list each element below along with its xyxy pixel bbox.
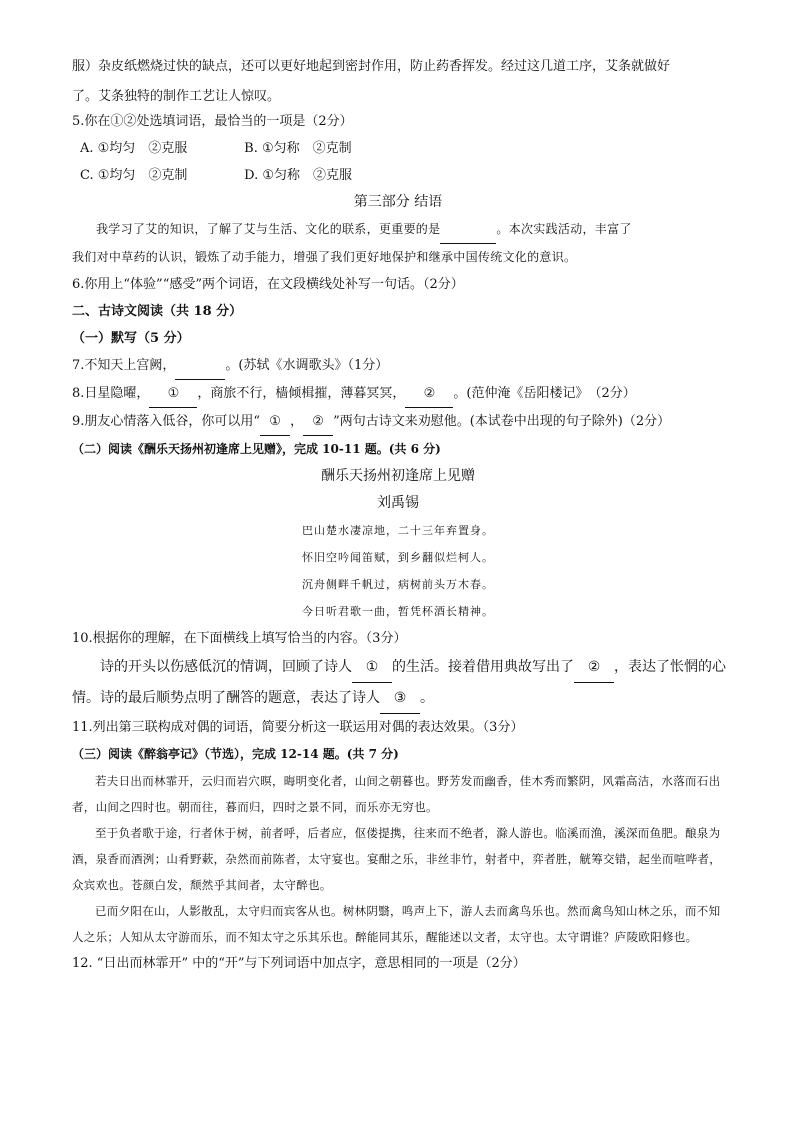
answer-blank-2[interactable]: ② bbox=[574, 652, 614, 683]
passage-line: 了。艾条独特的制作工艺让人惊叹。 bbox=[72, 89, 281, 104]
answer-blank-1[interactable]: ① bbox=[149, 380, 197, 408]
prose-paragraph: 至于负者歌于途，行者休于树，前者呼，后者应，伛偻提携，往来而不绝者，滁人游也。临溪而渔，溪深而鱼肥。酿泉为酒，泉香而酒洌；山肴野蔌，杂然而前陈者，太守宴也。宴酣之乐，非丝非竹，射者中，弈者胜，觥筹交错，起坐而喧哗者，众宾欢也。苍颜白发，颓然乎其间者，太守醉也。 bbox=[72, 826, 721, 892]
answer-blank-1[interactable]: ① bbox=[352, 652, 392, 683]
poem-line: 巴山楚水凄凉地，二十三年弃置身。 bbox=[302, 524, 494, 537]
prose-paragraph: 已而夕阳在山，人影散乱，太守归而宾客从也。树林阴翳，鸣声上下，游人去而禽鸟乐也。然而禽鸟知山林之乐，而不知人之乐；人知从太守游而乐，而不知太守之乐其乐也。醉能同其乐，醒能述以文者，太守也。太守谓谁？庐陵欧阳修也。 bbox=[72, 904, 721, 944]
subsection-heading: （二）阅读《酬乐天扬州初逢席上见赠》，完成 10-11 题。(共 6 分) bbox=[72, 442, 441, 456]
question-10-passage: 情。诗的最后顺势点明了酬答的题意，表达了诗人 ③ 。 bbox=[72, 683, 724, 714]
question-9: 9.朋友心情落入低谷，你可以用“ ① ， ② ”两句古诗文来劝慰他。(本试卷中出现的句子除外)（2分） bbox=[72, 408, 724, 436]
poem-title: 酬乐天扬州初逢席上见赠 bbox=[321, 468, 475, 484]
options-row bbox=[72, 162, 724, 189]
option-a: A. ①均匀 ②克服 bbox=[80, 141, 188, 156]
poem-author: 刘禹锡 bbox=[377, 495, 419, 511]
passage-line: 服）杂皮纸燃烧过快的缺点，还可以更好地起到密封作用，防止药香挥发。经过这几道工序，艾条就做好 bbox=[72, 59, 671, 74]
option-c: C. ①均匀 ②克制 bbox=[80, 168, 188, 183]
answer-blank-3[interactable]: ③ bbox=[380, 683, 420, 714]
subsection-heading: （一）默写（5 分） bbox=[72, 331, 190, 346]
answer-blank[interactable] bbox=[175, 352, 225, 380]
option-d: D. ①匀称 ②克服 bbox=[244, 168, 353, 183]
subsection-heading: （三）阅读《醉翁亭记》（节选），完成 12-14 题。(共 7 分) bbox=[72, 747, 399, 761]
question-11: 11.列出第三联构成对偶的词语，简要分析这一联运用对偶的表达效果。（3分） bbox=[72, 720, 524, 735]
answer-blank-2[interactable]: ② bbox=[405, 380, 453, 408]
question-8: 8.日星隐曜， ① ，商旅不行，樯倾楫摧，薄暮冥冥， ② 。(范仲淹《岳阳楼记》 （2分） bbox=[72, 380, 724, 408]
exam-page bbox=[72, 56, 724, 977]
section-title: 第三部分 结语 bbox=[353, 194, 443, 210]
answer-blank-1[interactable]: ① bbox=[260, 408, 290, 436]
question-7: 7.不知天上宫阙， 。(苏轼《水调歌头》（1分） bbox=[72, 352, 724, 380]
poem-line: 怀旧空吟闻笛赋，到乡翻似烂柯人。 bbox=[302, 551, 494, 564]
poem-line: 今日听君歌一曲，暂凭杯酒长精神。 bbox=[302, 605, 494, 618]
question-6: 6.你用上“体验”“感受”两个词语，在文段横线处补写一句话。（2分） bbox=[72, 277, 464, 292]
answer-blank[interactable] bbox=[440, 216, 496, 244]
question-10: 10.根据你的理解，在下面横线上填写恰当的内容。（3分） bbox=[72, 631, 407, 646]
poem-line: 沉舟侧畔千帆过，病树前头万木春。 bbox=[302, 578, 494, 591]
question-10-passage: 诗的开头以伤感低沉的情调，回顾了诗人 ① 的生活。接着借用典故写出了 ② ，表达了怅惘的心 bbox=[72, 652, 724, 683]
passage-line: 我们对中草药的认识，锻炼了动手能力，增强了我们更好地保护和继承中国传统文化的意识。 bbox=[72, 250, 577, 264]
answer-blank-2[interactable]: ② bbox=[303, 408, 333, 436]
option-b: B. ①匀称 ②克制 bbox=[244, 141, 352, 156]
passage-line: 我学习了艾的知识，了解了艾与生活、文化的联系，更重要的是 。本次实践活动，丰富了 bbox=[72, 216, 724, 244]
section-heading: 二、古诗文阅读（共 18 分） bbox=[72, 304, 243, 319]
prose-paragraph: 若夫日出而林霏开，云归而岩穴暝，晦明变化者，山间之朝暮也。野芳发而幽香，佳木秀而繁阴，风霜高洁，水落而石出者，山间之四时也。朝而往，暮而归，四时之景不同，而乐亦无穷也。 bbox=[72, 774, 721, 814]
question-5: 5.你在①②处选填词语，最恰当的一项是（2分） bbox=[72, 114, 353, 129]
options-row bbox=[72, 135, 724, 162]
question-12: 12. “日出而林霏开” 中的“开”与下列词语中加点字，意思相同的一项是（2分） bbox=[72, 956, 526, 971]
